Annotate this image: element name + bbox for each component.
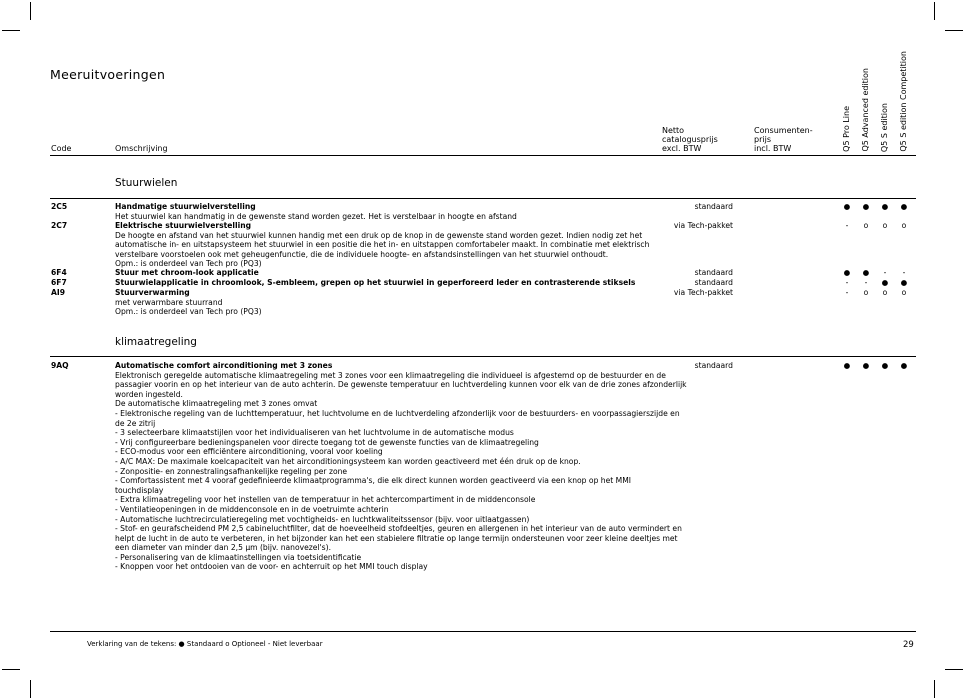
row-line: verstelbare voorstoelen ook met geheugenfunctie, die de individuele hoogte- en afstandsinstellingen van het stuurwiel onthoudt. xyxy=(115,249,609,259)
row-line: - ECO-modus voor een efficiëntere airconditioning, vooral voor koeling xyxy=(115,447,383,457)
row-code: 6F7 xyxy=(51,278,67,287)
row-code: 9AQ xyxy=(51,361,69,370)
row-price: standaard xyxy=(694,361,733,370)
row-symbol: ● xyxy=(843,361,851,370)
row-symbol: o xyxy=(863,288,869,297)
row-line: Opm.: is onderdeel van Tech pro (PQ3) xyxy=(115,259,262,269)
row-line: automatische in- en uitstapsysteem het stuurwiel in een positie die het in- en uitstappen comfortabeler maakt. In combinatie met elektrisch xyxy=(115,240,650,250)
row-description xyxy=(115,202,645,221)
row-description xyxy=(115,361,687,572)
row-symbol: o xyxy=(863,221,869,230)
column-header-description: Omschrijving xyxy=(115,144,168,153)
crop-mark xyxy=(2,669,20,670)
row-line: touchdisplay xyxy=(115,485,164,495)
row-description xyxy=(115,278,645,288)
row-line: De hoogte en afstand van het stuurwiel kunnen handig met een druk op de knop in de gewenste stand worden gezet. Indien nodig zet het xyxy=(115,230,643,240)
row-symbol: ● xyxy=(843,268,851,277)
row-line: - A/C MAX: De maximale koelcapaciteit van het airconditioningsysteem kan worden geactiveerd met één druk op de knop. xyxy=(115,456,581,466)
row-line: Opm.: is onderdeel van Tech pro (PQ3) xyxy=(115,307,262,317)
row-price: standaard xyxy=(694,202,733,211)
row-line: - Knoppen voor het ontdooien van de voor- en achterruit op het MMI touch display xyxy=(115,562,428,572)
row-line: - Zonpositie- en zonnestralingsafhankelijke regeling per zone xyxy=(115,466,348,476)
row-code: 2C7 xyxy=(51,221,68,230)
row-symbol: ● xyxy=(862,361,870,370)
row-symbol: ● xyxy=(900,202,908,211)
row-line: de 2e zitrij xyxy=(115,418,156,428)
row-line: - Elektronische regeling van de luchttemperatuur, het luchtvolume en de luchtverdeling afzonderlijk voor de bestuurders- en voorpassagierszijde en xyxy=(115,408,680,418)
column-header-edition: Q5 Advanced edition xyxy=(861,68,870,152)
row-symbol: ● xyxy=(900,361,908,370)
row-line: passagier voorin en op het interieur van de auto achterin. De gewenste temperatuur en luchtverdeling kunnen voor elk van de drie zones afzonderlijk xyxy=(115,380,687,390)
row-line: - Vrij configureerbare bedieningspanelen voor directe toegang tot de gewenste functies van de klimaatregeling xyxy=(115,437,539,447)
row-price: via Tech-pakket xyxy=(673,288,733,297)
column-header-code: Code xyxy=(51,144,72,153)
column-header-edition: Q5 S edition Competition xyxy=(899,51,908,152)
row-code: AI9 xyxy=(51,288,65,297)
column-header-netto: Netto catalogusprijs excl. BTW xyxy=(662,126,718,153)
page-number: 29 xyxy=(903,640,914,650)
row-title: Stuur met chroom-look applicatie xyxy=(115,268,259,277)
legend: Verklaring van de tekens: ● Standaard o Optioneel - Niet leverbaar xyxy=(87,640,323,648)
row-line: - Ventilatieopeningen in de middenconsole en in de voetruimte achterin xyxy=(115,504,389,514)
crop-mark xyxy=(945,669,963,670)
row-price: standaard xyxy=(694,278,733,287)
row-line: een diameter van minder dan 2,5 μm (bijv. nanovezel's). xyxy=(115,543,331,553)
row-line: - Personalisering van de klimaatinstellingen via toetsidentificatie xyxy=(115,552,362,562)
row-symbol: - xyxy=(845,288,849,297)
row-description xyxy=(115,268,645,278)
crop-mark xyxy=(30,2,31,20)
crop-mark xyxy=(934,680,935,698)
row-title: Handmatige stuurwielverstelling xyxy=(115,202,256,211)
row-line: helpt de lucht in de auto te verbeteren, in het bijzonder kan het een stabielere filtratie op lange termijn ondersteunen voor zeer kleine deeltjes met xyxy=(115,533,678,543)
row-title: Automatische comfort airconditioning met 3 zones xyxy=(115,361,333,370)
row-symbol: - xyxy=(902,268,906,277)
row-symbol: - xyxy=(883,268,887,277)
section-title: Stuurwielen xyxy=(115,177,178,189)
row-price: via Tech-pakket xyxy=(673,221,733,230)
row-symbol: o xyxy=(882,288,888,297)
row-symbol: ● xyxy=(881,361,889,370)
row-description xyxy=(115,288,645,317)
page-title: Meeruitvoeringen xyxy=(50,67,166,82)
row-line: - Stof- en geurafscheidend PM 2,5 cabineluchtfilter, dat de hoeveelheid stofdeeltjes, geuren en allergenen in het interieur van de auto vermindert en xyxy=(115,524,682,534)
row-symbol: ● xyxy=(862,268,870,277)
row-price: standaard xyxy=(694,268,733,277)
row-line: Het stuurwiel kan handmatig in de gewenste stand worden gezet. Het is verstelbaar in hoogte en afstand xyxy=(115,211,517,221)
row-title: Stuurwielapplicatie in chroomlook, S-embleem, grepen op het stuurwiel in geperforeerd leder en contrasterende stiksels xyxy=(115,278,636,287)
row-title: Stuurverwarming xyxy=(115,288,190,297)
row-line: - Comfortassistent met 4 vooraf gedefinieerde klimaatprogramma's, die elk direct kunnen worden geactiveerd via een knop op het MMI xyxy=(115,476,632,486)
row-line: Elektronisch geregelde automatische klimaatregeling met 3 zones voor een klimaatregeling die individueel is afgestemd op de bestuurder en de xyxy=(115,370,666,380)
header-rule xyxy=(50,155,916,156)
row-line: - Extra klimaatregeling voor het instellen van de temperatuur in het achtercompartiment in de middenconsole xyxy=(115,495,536,505)
row-symbol: ● xyxy=(900,278,908,287)
row-symbol: o xyxy=(901,288,907,297)
column-header-consumer: Consumenten- prijs incl. BTW xyxy=(754,126,813,153)
row-description xyxy=(115,221,650,269)
row-symbol: o xyxy=(901,221,907,230)
row-symbol: ● xyxy=(881,278,889,287)
row-symbol: - xyxy=(845,221,849,230)
row-symbol: ● xyxy=(862,202,870,211)
column-header-edition: Q5 S edition xyxy=(880,102,889,152)
crop-mark xyxy=(2,30,20,31)
row-line: worden ingesteld. xyxy=(115,389,183,399)
footer-rule xyxy=(50,631,916,632)
row-title: Elektrische stuurwielverstelling xyxy=(115,221,252,230)
row-symbol: - xyxy=(864,278,868,287)
row-symbol: ● xyxy=(881,202,889,211)
section-title: klimaatregeling xyxy=(115,336,197,348)
row-line: - 3 selecteerbare klimaatstijlen voor het individualiseren van het luchtvolume in de automatische modus xyxy=(115,428,514,438)
row-line: met verwarmbare stuurrand xyxy=(115,297,223,307)
row-symbol: - xyxy=(845,278,849,287)
section-rule xyxy=(50,356,916,357)
crop-mark xyxy=(30,680,31,698)
row-code: 2C5 xyxy=(51,202,68,211)
crop-mark xyxy=(934,2,935,20)
column-header-edition: Q5 Pro Line xyxy=(842,106,851,152)
row-line: De automatische klimaatregeling met 3 zones omvat xyxy=(115,399,318,409)
row-line: - Automatische luchtrecirculatieregeling met vochtigheids- en luchtkwaliteitssensor (bijv. voor uitlaatgassen) xyxy=(115,514,530,524)
row-symbol: ● xyxy=(843,202,851,211)
row-code: 6F4 xyxy=(51,268,67,277)
section-rule xyxy=(50,198,916,199)
row-symbol: o xyxy=(882,221,888,230)
crop-mark xyxy=(945,30,963,31)
